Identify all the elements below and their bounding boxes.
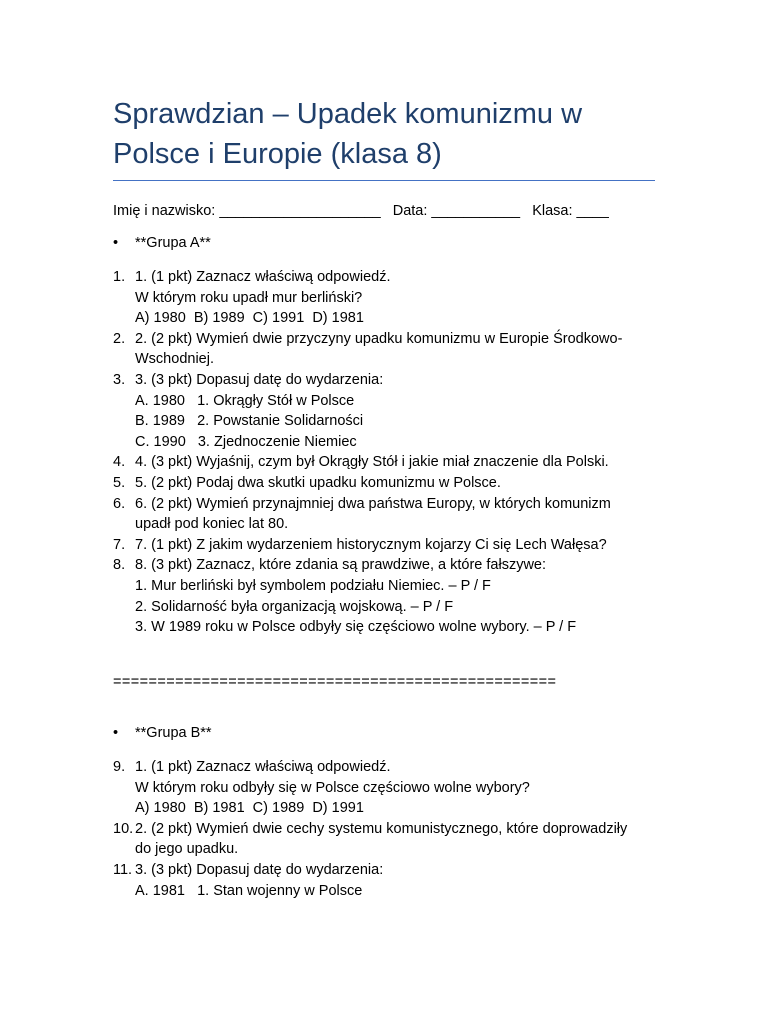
question-7 (113, 535, 653, 556)
group-b-heading (113, 723, 212, 743)
question-number: 6. (113, 495, 126, 512)
question-1 (113, 267, 653, 329)
question-line: 5. (2 pkt) Podaj dwa skutki upadku komunizmu w Polsce. (135, 475, 501, 491)
question-line: 2. (2 pkt) Wymień dwie przyczyny upadku komunizmu w Europie Środkowo- (135, 330, 623, 347)
question-line: A) 1980 B) 1981 C) 1989 D) 1991 (135, 800, 364, 817)
question-10 (113, 819, 653, 860)
question-3 (113, 370, 653, 452)
question-number: 5. (113, 475, 126, 491)
question-line: 3. (3 pkt) Dopasuj datę do wydarzenia: (135, 372, 384, 388)
question-8 (113, 555, 653, 637)
question-line: 1. (1 pkt) Zaznacz właściwą odpowiedź. (135, 759, 391, 775)
question-line: 7. (1 pkt) Z jakim wydarzeniem historycznym kojarzy Ci się Lech Wałęsa? (135, 536, 607, 553)
question-number: 8. (113, 557, 126, 574)
question-line: Wschodniej. (135, 351, 214, 368)
question-11 (113, 860, 653, 901)
question-number: 2. (113, 330, 126, 347)
question-number: 11. (113, 862, 133, 878)
question-6 (113, 494, 653, 535)
question-number: 4. (113, 454, 126, 471)
question-line: 6. (2 pkt) Wymień przynajmniej dwa państwa Europy, w których komunizm (135, 495, 611, 512)
question-number: 10. (113, 820, 134, 837)
document-title: Sprawdzian – Upadek komunizmu w Polsce i Europie (klasa 8) (113, 98, 583, 170)
group-b-label: **Grupa B** (135, 725, 212, 741)
match-option: C. 1990 3. Zjednoczenie Niemiec (135, 433, 357, 450)
question-2 (113, 329, 653, 370)
bullet-icon: • (113, 235, 119, 251)
group-a-heading (113, 233, 211, 253)
question-line: upadł pod koniec lat 80. (135, 516, 289, 533)
question-number: 3. (113, 372, 126, 388)
question-line: do jego upadku. (135, 841, 239, 858)
true-false-statement: 1. Mur berliński był symbolem podziału Niemiec. – P / F (135, 577, 491, 594)
question-5 (113, 473, 653, 494)
title-underline (113, 180, 655, 181)
question-line: A) 1980 B) 1989 C) 1991 D) 1981 (135, 310, 364, 327)
question-4 (113, 452, 653, 473)
group-separator: ================================================== (113, 674, 557, 690)
question-line: 1. (1 pkt) Zaznacz właściwą odpowiedź. (135, 269, 391, 285)
question-line: 4. (3 pkt) Wyjaśnij, czym był Okrągły Stół i jakie miał znaczenie dla Polski. (135, 454, 609, 471)
student-info-line: Imię i nazwisko: ____________________ Data: ___________ Klasa: ____ (113, 203, 609, 219)
question-number: 9. (113, 759, 126, 775)
question-line: W którym roku upadł mur berliński? (135, 289, 363, 306)
match-option: B. 1989 2. Powstanie Solidarności (135, 413, 364, 430)
match-option: A. 1980 1. Okrągły Stół w Polsce (135, 392, 355, 409)
true-false-statement: 3. W 1989 roku w Polsce odbyły się częściowo wolne wybory. – P / F (135, 619, 577, 636)
match-option: A. 1981 1. Stan wojenny w Polsce (135, 882, 363, 899)
question-line: 2. (2 pkt) Wymień dwie cechy systemu komunistycznego, które doprowadziły (135, 820, 628, 837)
question-number: 1. (113, 269, 126, 285)
question-line: 8. (3 pkt) Zaznacz, które zdania są prawdziwe, a które fałszywe: (135, 557, 547, 574)
group-a-label: **Grupa A** (135, 235, 211, 251)
question-line: 3. (3 pkt) Dopasuj datę do wydarzenia: (135, 862, 384, 878)
bullet-icon: • (113, 725, 119, 741)
question-line: W którym roku odbyły się w Polsce częściowo wolne wybory? (135, 779, 530, 796)
question-9 (113, 757, 653, 819)
true-false-statement: 2. Solidarność była organizacją wojskową. – P / F (135, 598, 454, 615)
question-number: 7. (113, 536, 126, 553)
